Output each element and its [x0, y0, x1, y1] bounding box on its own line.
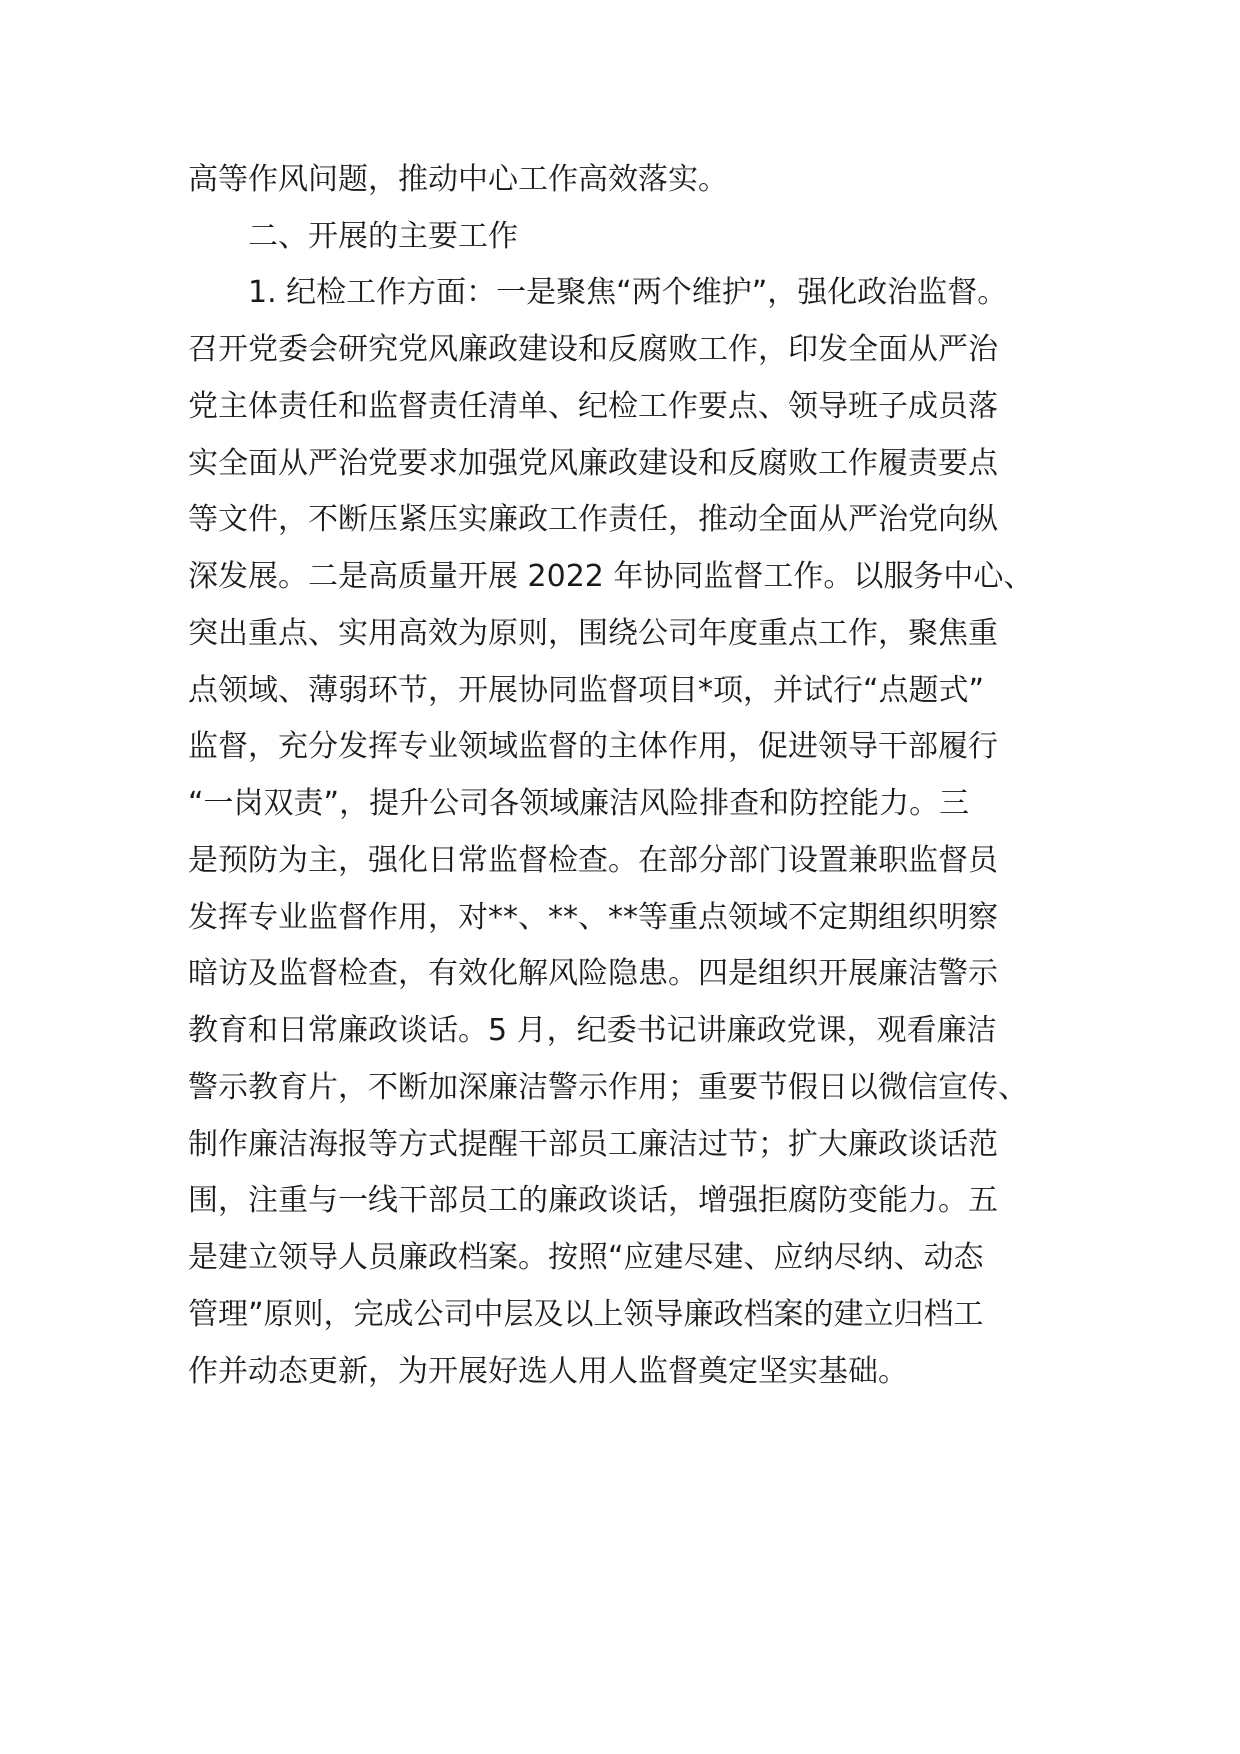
paragraph-line: 1. 纪检工作方面：一是聚焦“两个维护”，强化政治监督。 [248, 275, 1008, 310]
paragraph-line: 实全面从严治党要求加强党风廉政建设和反腐败工作履责要点 [188, 446, 998, 481]
paragraph-line: “一岗双责”，提升公司各领域廉洁风险排查和防控能力。三 [188, 786, 970, 821]
paragraph-line: 制作廉洁海报等方式提醒干部员工廉洁过节；扩大廉政谈话范 [188, 1127, 998, 1162]
paragraph-line: 是建立领导人员廉政档案。按照“应建尽建、应纳尽纳、动态 [188, 1240, 984, 1275]
paragraph-line: 作并动态更新，为开展好选人用人监督奠定坚实基础。 [188, 1354, 908, 1389]
paragraph-line: 深发展。二是高质量开展 2022 年协同监督工作。以服务中心、 [188, 559, 1034, 594]
paragraph-line: 警示教育片，不断加深廉洁警示作用；重要节假日以微信宣传、 [188, 1070, 1028, 1105]
paragraph-line: 等文件，不断压紧压实廉政工作责任，推动全面从严治党向纵 [188, 502, 998, 537]
paragraph-line: 高等作风问题，推动中心工作高效落实。 [188, 162, 728, 197]
paragraph-line: 是预防为主，强化日常监督检查。在部分部门设置兼职监督员 [188, 843, 998, 878]
paragraph-line: 管理”原则，完成公司中层及以上领导廉政档案的建立归档工 [188, 1297, 984, 1332]
paragraph-line: 党主体责任和监督责任清单、纪检工作要点、领导班子成员落 [188, 389, 998, 424]
paragraph-line: 突出重点、实用高效为原则，围绕公司年度重点工作，聚焦重 [188, 616, 998, 651]
paragraph-line: 教育和日常廉政谈话。5 月，纪委书记讲廉政党课，观看廉洁 [188, 1013, 997, 1048]
paragraph-line: 发挥专业监督作用，对**、**、**等重点领域不定期组织明察 [188, 900, 998, 935]
paragraph-line: 监督，充分发挥专业领域监督的主体作用，促进领导干部履行 [188, 729, 998, 764]
paragraph-line: 点领域、薄弱环节，开展协同监督项目*项，并试行“点题式” [188, 673, 985, 708]
section-heading: 二、开展的主要工作 [248, 219, 518, 254]
paragraph-line: 暗访及监督检查，有效化解风险隐患。四是组织开展廉洁警示 [188, 956, 998, 991]
paragraph-line: 围，注重与一线干部员工的廉政谈话，增强拒腐防变能力。五 [188, 1183, 998, 1218]
paragraph-line: 召开党委会研究党风廉政建设和反腐败工作，印发全面从严治 [188, 332, 998, 367]
